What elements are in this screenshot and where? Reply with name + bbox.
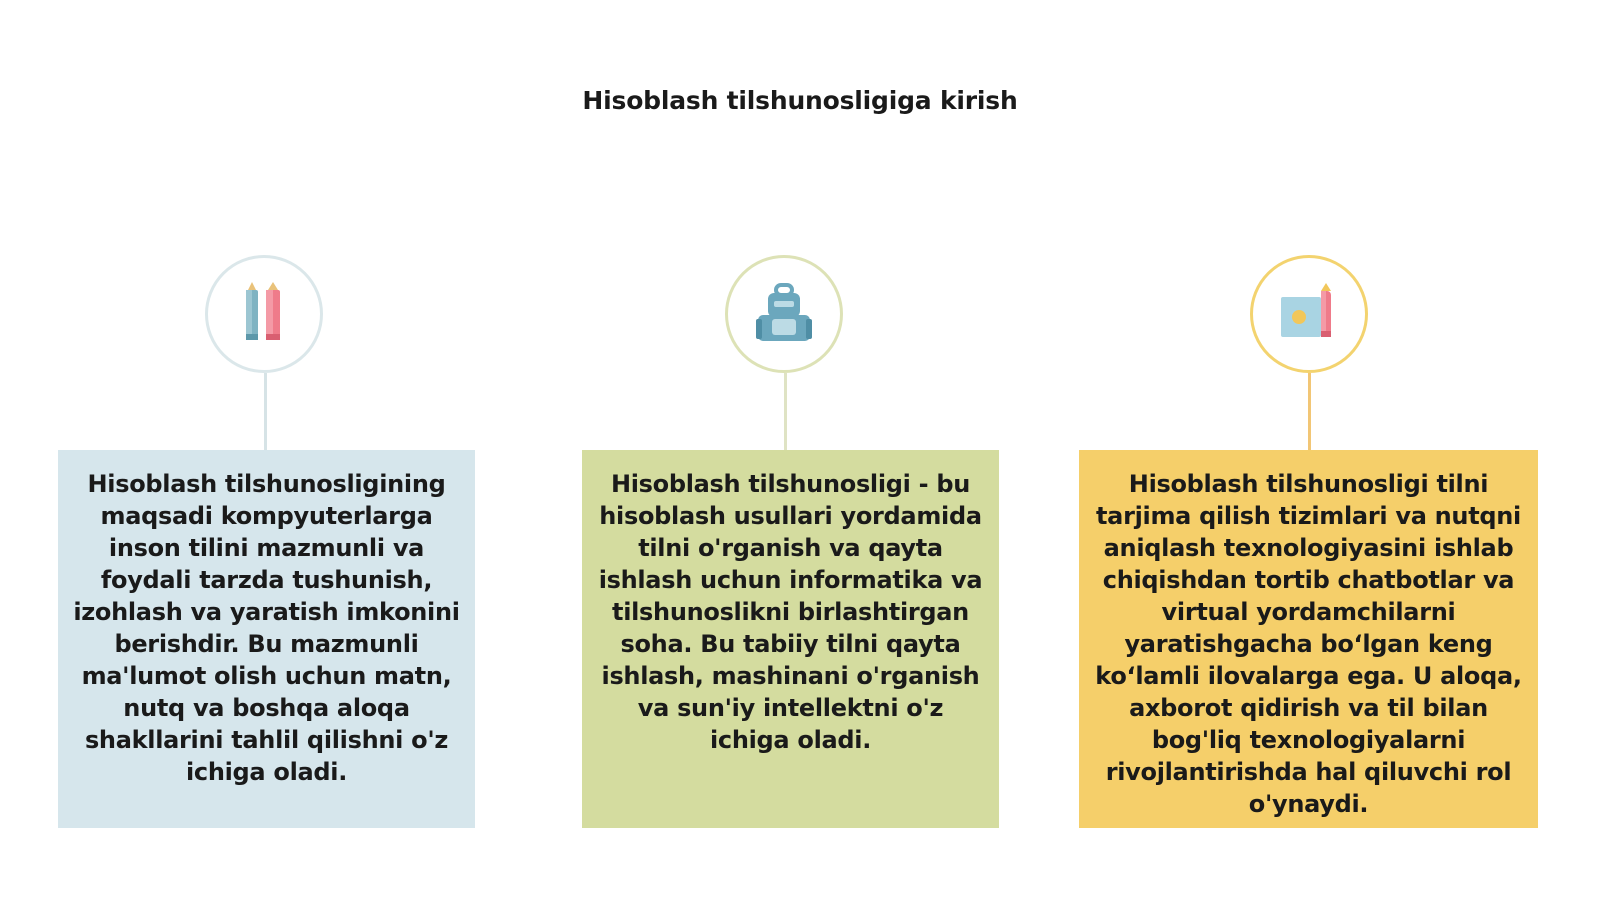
backpack-icon bbox=[752, 283, 816, 345]
icon-ring-3 bbox=[1250, 255, 1368, 373]
icon-ring-2 bbox=[725, 255, 843, 373]
connector-line-3 bbox=[1308, 373, 1311, 450]
connector-line-1 bbox=[264, 373, 267, 450]
info-card-text-3: Hisoblash tilshunosligi tilni tarjima qilish tizimlari va nutqni aniqlash texnologiyasini ishlab chiqishdan tortib chatbotlar va virtual yordamchilarni yaratishgacha bo‘lgan keng ko‘lamli ilovalarga ega. U aloqa, axborot qidirish va til bilan bog'liq texnologiyalarni rivojlantirishda hal qiluvchi rol o'ynaydi. bbox=[1095, 470, 1522, 818]
page-title: Hisoblash tilshunosligiga kirish bbox=[582, 86, 1018, 115]
drawing-board-icon bbox=[1277, 283, 1341, 345]
icon-ring-1 bbox=[205, 255, 323, 373]
info-card-2 bbox=[582, 450, 999, 828]
info-card-1 bbox=[58, 450, 475, 828]
connector-line-2 bbox=[784, 373, 787, 450]
info-card-text-1: Hisoblash tilshunosligining maqsadi kompyuterlarga inson tilini mazmunli va foydali tarzda tushunish, izohlash va yaratish imkonini berishdir. Bu mazmunli ma'lumot olish uchun matn, nutq va boshqa aloqa shakllarini tahlil qilishni o'z ichiga oladi. bbox=[73, 470, 460, 786]
info-card-text-2: Hisoblash tilshunosligi - bu hisoblash usullari yordamida tilni o'rganish va qayta ishlash uchun informatika va tilshunoslikni birlashtirgan soha. Bu tabiiy tilni qayta ishlash, mashinani o'rganish va sun'iy intellektni o'z ichiga oladi. bbox=[598, 470, 983, 754]
info-card-3 bbox=[1079, 450, 1538, 828]
pencils-icon bbox=[234, 282, 294, 346]
